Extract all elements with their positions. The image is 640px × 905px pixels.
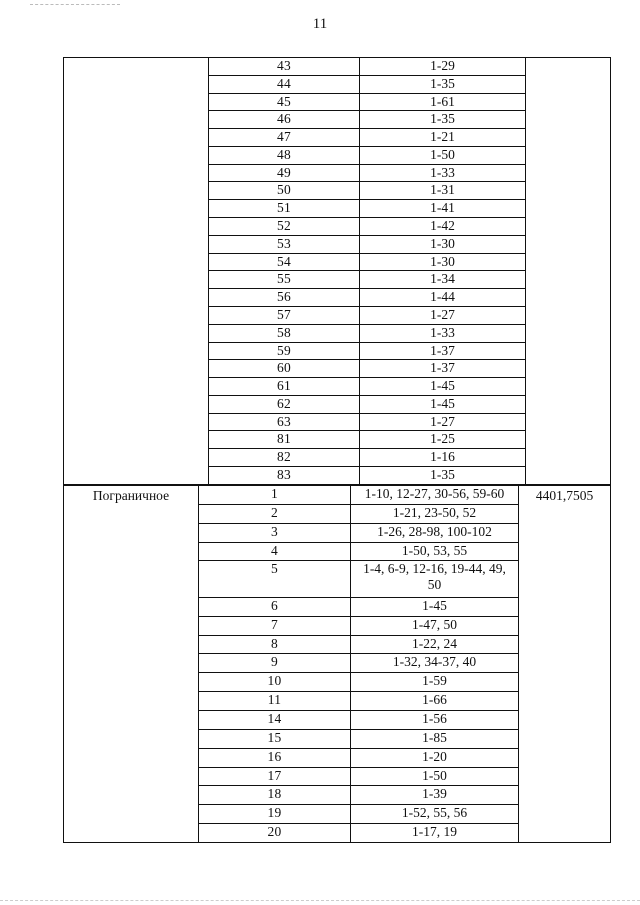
plot-range-cell: 1-45 [360,378,526,396]
quarter-number-cell: 6 [199,597,351,616]
plot-range-cell: 1-35 [360,466,526,484]
forestry-area-cell: 4401,7505 [519,486,611,843]
quarter-number-cell: 20 [199,824,351,843]
quarter-number-cell: 55 [209,271,360,289]
plot-range-cell: 1-32, 34-37, 40 [351,654,519,673]
plot-range-cell: 1-25 [360,431,526,449]
quarter-number-cell: 43 [209,58,360,76]
plot-range-cell: 1-17, 19 [351,824,519,843]
plot-range-cell: 1-50 [360,146,526,164]
quarter-number-cell: 1 [199,486,351,505]
quarter-number-cell: 15 [199,729,351,748]
plot-range-cell: 1-30 [360,253,526,271]
scan-edge-bottom [0,900,640,901]
plot-range-cell: 1-66 [351,692,519,711]
plot-range-cell: 1-31 [360,182,526,200]
quarter-number-cell: 10 [199,673,351,692]
continued-table [63,57,610,485]
plot-range-cell: 1-20 [351,748,519,767]
quarter-number-cell: 49 [209,164,360,182]
plot-range-cell: 1-85 [351,729,519,748]
forestry-name-cell [64,58,209,485]
plot-range-cell: 1-27 [360,306,526,324]
quarter-number-cell: 17 [199,767,351,786]
plot-range-cell: 1-56 [351,711,519,730]
plot-range-cell: 1-39 [351,786,519,805]
pogranichnoe-table [63,485,610,843]
quarter-number-cell: 57 [209,306,360,324]
plot-range-cell: 1-50 [351,767,519,786]
plot-range-cell: 1-27 [360,413,526,431]
plot-range-cell: 1-34 [360,271,526,289]
plot-range-cell: 1-21, 23-50, 52 [351,504,519,523]
quarter-number-cell: 19 [199,805,351,824]
plot-range-cell: 1-42 [360,218,526,236]
quarter-number-cell: 62 [209,395,360,413]
quarter-number-cell: 11 [199,692,351,711]
quarter-number-cell: 14 [199,711,351,730]
quarter-number-cell: 59 [209,342,360,360]
plot-range-cell: 1-29 [360,58,526,76]
forestry-name-cell: Пограничное [64,486,199,843]
quarter-number-cell: 16 [199,748,351,767]
quarter-number-cell: 54 [209,253,360,271]
quarter-number-cell: 53 [209,235,360,253]
quarter-number-cell: 63 [209,413,360,431]
quarter-number-cell: 2 [199,504,351,523]
continued-forestry-table [63,57,611,485]
plot-range-cell: 1-10, 12-27, 30-56, 59-60 [351,486,519,505]
page-number: 11 [312,16,328,32]
plot-range-cell: 1-47, 50 [351,616,519,635]
quarter-number-cell: 7 [199,616,351,635]
plot-range-cell: 1-61 [360,93,526,111]
quarter-number-cell: 5 [199,561,351,598]
plot-range-cell: 1-50, 53, 55 [351,542,519,561]
table-row [64,58,611,76]
plot-range-cell: 1-30 [360,235,526,253]
quarter-number-cell: 58 [209,324,360,342]
plot-range-cell: 1-33 [360,164,526,182]
quarter-number-cell: 56 [209,289,360,307]
plot-range-cell: 1-37 [360,360,526,378]
plot-range-cell: 1-59 [351,673,519,692]
pogranichnoe-forestry-table [63,485,611,843]
quarter-number-cell: 9 [199,654,351,673]
plot-range-cell: 1-44 [360,289,526,307]
plot-range-cell: 1-22, 24 [351,635,519,654]
plot-range-cell: 1-45 [360,395,526,413]
quarter-number-cell: 52 [209,218,360,236]
plot-range-cell: 1-33 [360,324,526,342]
plot-range-cell: 1-35 [360,75,526,93]
table-row [64,486,611,505]
quarter-number-cell: 50 [209,182,360,200]
plot-range-cell: 1-45 [351,597,519,616]
plot-range-cell: 1-41 [360,200,526,218]
plot-range-cell: 1-37 [360,342,526,360]
quarter-number-cell: 44 [209,75,360,93]
scan-edge-top [30,4,120,5]
quarter-number-cell: 60 [209,360,360,378]
plot-range-cell: 1-52, 55, 56 [351,805,519,824]
quarter-number-cell: 46 [209,111,360,129]
quarter-number-cell: 4 [199,542,351,561]
quarter-number-cell: 18 [199,786,351,805]
quarter-number-cell: 8 [199,635,351,654]
quarter-number-cell: 81 [209,431,360,449]
plot-range-cell: 1-26, 28-98, 100-102 [351,523,519,542]
quarter-number-cell: 3 [199,523,351,542]
plot-range-cell: 1-35 [360,111,526,129]
quarter-number-cell: 83 [209,466,360,484]
quarter-number-cell: 82 [209,449,360,467]
plot-range-cell: 1-21 [360,129,526,147]
quarter-number-cell: 45 [209,93,360,111]
plot-range-cell: 1-16 [360,449,526,467]
plot-range-cell: 1-4, 6-9, 12-16, 19-44, 49, 50 [351,561,519,598]
quarter-number-cell: 51 [209,200,360,218]
forestry-area-cell [526,58,611,485]
quarter-number-cell: 61 [209,378,360,396]
quarter-number-cell: 48 [209,146,360,164]
quarter-number-cell: 47 [209,129,360,147]
